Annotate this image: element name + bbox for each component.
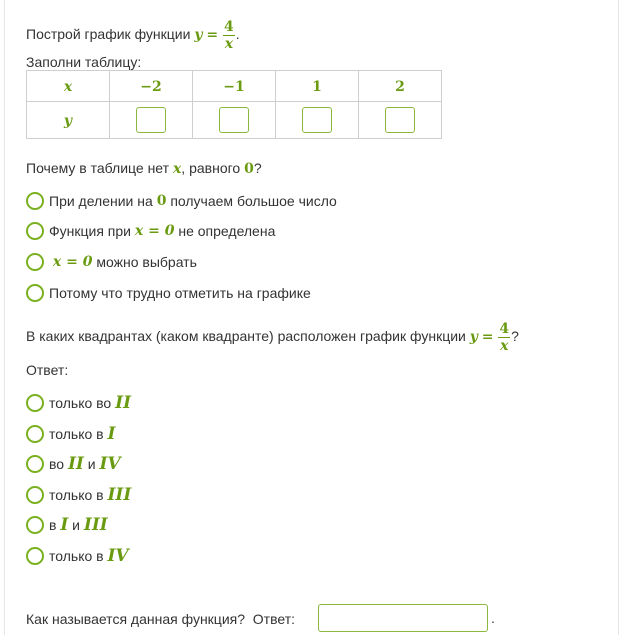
- x-cell: [276, 71, 359, 102]
- values-table: [26, 70, 442, 139]
- q1-text: Почему в таблице нет: [26, 160, 170, 176]
- option-math: x = 0: [52, 254, 93, 270]
- option-text: только в: [49, 426, 104, 442]
- radio-icon[interactable]: [26, 547, 44, 565]
- fraction-4-over-x: [498, 322, 510, 353]
- x-value: 2: [395, 78, 405, 95]
- q1-zero: 0: [244, 161, 254, 177]
- func-y: y: [469, 329, 478, 346]
- period: .: [235, 26, 240, 43]
- q2-option-4[interactable]: [26, 485, 131, 505]
- radio-icon[interactable]: [26, 284, 44, 302]
- radio-icon[interactable]: [26, 222, 44, 240]
- table-row-y: [27, 102, 442, 139]
- x-value: −2: [140, 78, 162, 95]
- q2-option-3[interactable]: [26, 454, 121, 474]
- option-text: и: [72, 517, 80, 533]
- q1-option-2[interactable]: [26, 222, 275, 240]
- q3-prompt: [26, 611, 295, 627]
- x-label: x: [63, 78, 73, 95]
- option-math: IV: [99, 454, 121, 474]
- q3-text: Как называется данная функция?: [26, 611, 246, 627]
- x-cell: [110, 71, 193, 102]
- option-text: и: [87, 456, 96, 472]
- option-text: только во: [49, 395, 112, 411]
- option-text: во: [49, 456, 65, 472]
- option-text: только в: [49, 548, 104, 564]
- equals-sign: =: [206, 27, 219, 44]
- y-input-4[interactable]: [385, 107, 415, 133]
- func-y: y: [194, 27, 203, 44]
- y-input-1[interactable]: [136, 107, 166, 133]
- option-text: не определена: [178, 223, 276, 239]
- task1-prompt: Построй график функции: [26, 26, 191, 43]
- q2-option-1[interactable]: [26, 393, 131, 413]
- y-cell: [110, 102, 193, 139]
- q1-prompt: [26, 160, 262, 177]
- radio-icon[interactable]: [26, 425, 44, 443]
- y-cell: [276, 102, 359, 139]
- option-text: получаем большое число: [170, 193, 337, 209]
- q1-option-4[interactable]: [26, 284, 311, 302]
- q2-text: В каких квадрантах (каком квадранте) расположен график функции: [26, 328, 466, 345]
- task1-heading: [26, 20, 240, 51]
- fill-table-label: Заполни таблицу:: [26, 54, 142, 70]
- q3-end: .: [491, 610, 495, 626]
- y-cell: [193, 102, 276, 139]
- radio-icon[interactable]: [26, 516, 44, 534]
- q1-option-3[interactable]: [26, 253, 197, 271]
- fraction-denominator: x: [224, 36, 234, 52]
- option-math: III: [107, 485, 132, 505]
- q1-option-1[interactable]: [26, 192, 337, 210]
- fraction-denominator: x: [500, 338, 509, 354]
- radio-icon[interactable]: [26, 253, 44, 271]
- function-name-input[interactable]: [318, 604, 488, 632]
- y-label: y: [63, 112, 73, 129]
- x-value: −1: [223, 78, 245, 95]
- q2-option-6[interactable]: [26, 546, 129, 566]
- option-math: 0: [156, 193, 167, 209]
- option-text: Функция при: [49, 223, 131, 239]
- q2-prompt: [26, 322, 519, 353]
- fraction-numerator: 4: [224, 19, 234, 35]
- radio-icon[interactable]: [26, 486, 44, 504]
- x-value: 1: [312, 78, 322, 95]
- option-text: можно выбрать: [96, 254, 197, 270]
- y-input-2[interactable]: [219, 107, 249, 133]
- option-math: II: [67, 454, 84, 474]
- q2-option-5[interactable]: [26, 515, 108, 535]
- x-cell: [359, 71, 442, 102]
- option-text: Потому что трудно отметить на графике: [49, 285, 311, 301]
- radio-icon[interactable]: [26, 455, 44, 473]
- radio-icon[interactable]: [26, 192, 44, 210]
- q3-answer-label: Ответ:: [252, 611, 296, 627]
- option-text: только в: [49, 487, 104, 503]
- option-math: IV: [107, 546, 129, 566]
- option-math: I: [60, 515, 69, 535]
- fraction-4-over-x: [223, 20, 235, 51]
- fraction-numerator: 4: [499, 321, 510, 337]
- q1-text-mid: , равного: [181, 160, 241, 176]
- option-text: При делении на: [49, 193, 153, 209]
- q2-answer-label: Ответ:: [26, 362, 69, 378]
- q1-end: ?: [253, 160, 262, 176]
- y-cell: [359, 102, 442, 139]
- q2-option-2[interactable]: [26, 424, 115, 444]
- table-row-x: [27, 71, 442, 102]
- y-header: [27, 102, 110, 139]
- x-header: [27, 71, 110, 102]
- x-cell: [193, 71, 276, 102]
- q2-end: ?: [511, 328, 519, 345]
- option-math: I: [107, 424, 116, 444]
- q1-var: x: [172, 161, 182, 177]
- y-input-3[interactable]: [302, 107, 332, 133]
- option-math: II: [115, 393, 132, 413]
- option-math: III: [83, 515, 108, 535]
- option-math: x = 0: [134, 223, 175, 239]
- option-text: в: [49, 517, 57, 533]
- equals-sign: =: [481, 329, 494, 346]
- radio-icon[interactable]: [26, 394, 44, 412]
